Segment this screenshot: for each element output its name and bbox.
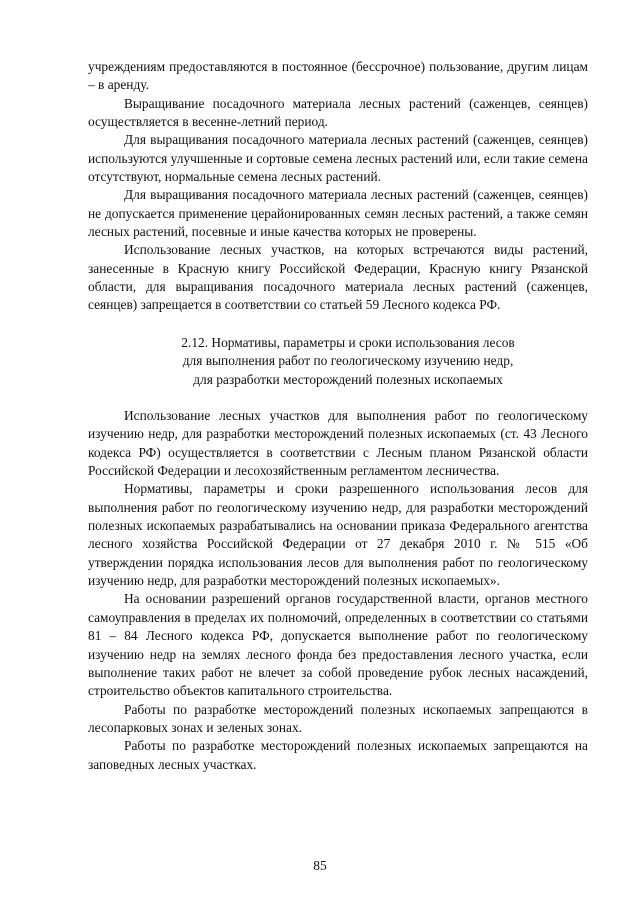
document-page bbox=[88, 58, 588, 774]
paragraph: Для выращивания посадочного материала лесных растений (саженцев, сеянцев) не допускается применение церайонированных семян лесных растений, а также семян лесных растений, посевные и иные качества которых не проверены. bbox=[88, 187, 588, 240]
paragraph: Работы по разработке месторождений полезных ископаемых запрещаются на заповедных лесных участках. bbox=[88, 738, 588, 772]
section-heading-line: для разработки месторождений полезных ископаемых bbox=[193, 371, 503, 387]
paragraph: На основании разрешений органов государственной власти, органов местного самоуправления в пределах их полномочий, определенных в соответствии со статьями 81 – 84 Лесного кодекса РФ, допускается выполнение работ по геологическому изучению недр на землях лесного фонда без предоставления лесного участка, если выполнение таких работ не влечет за собой проведение рубок лесных насаждений, строительство объектов капитального строительства. bbox=[88, 591, 588, 699]
page-number: 85 bbox=[313, 858, 327, 873]
section-heading-line: 2.12. Нормативы, параметры и сроки использования лесов bbox=[181, 334, 515, 350]
paragraph: Работы по разработке месторождений полезных ископаемых запрещаются в лесопарковых зонах и зеленых зонах. bbox=[88, 701, 588, 735]
section-heading-line: для выполнения работ по геологическому изучению недр, bbox=[182, 353, 514, 369]
paragraph: Для выращивания посадочного материала лесных растений (саженцев, сеянцев) используются улучшенные и сортовые семена лесных растений или, если такие семена отсутствуют, нормальные семена лесных растений. bbox=[88, 132, 588, 185]
paragraph: Использование лесных участков для выполнения работ по геологическому изучению недр, для разработки месторождений полезных ископаемых (ст. 43 Лесного кодекса РФ) осуществляется в соответствии с Лесным планом Рязанской области Российской Федерации и лесохозяйственным регламентом лесничества. bbox=[88, 408, 588, 479]
paragraph: Выращивание посадочного материала лесных растений (саженцев, сеянцев) осуществляется в весенне-летний период. bbox=[88, 95, 588, 130]
section-heading bbox=[88, 334, 588, 389]
paragraph: Использование лесных участков, на которых встречаются виды растений, занесенные в Красную книгу Российской Федерации, Красную книгу Рязанской области, для выращивания посадочного материала лесных растений (саженцев, сеянцев) запрещается в соответствии со статьей 59 Лесного кодекса РФ. bbox=[88, 242, 588, 313]
paragraph: Нормативы, параметры и сроки разрешенного использования лесов для выполнения работ по геологическому изучению недр, для разработки месторождений полезных ископаемых разрабатывались на основании приказа Федерального агентства лесного хозяйства Российской Федерации от 27 декабря 2010 г. № 515 «Об утверждении порядка использования лесов для выполнения работ по геологическому изучению недр, для разработки месторождений полезных ископаемых». bbox=[88, 481, 588, 589]
paragraph: учреждениям предоставляются в постоянное (бессрочное) пользование, другим лицам – в аренду. bbox=[88, 59, 588, 93]
